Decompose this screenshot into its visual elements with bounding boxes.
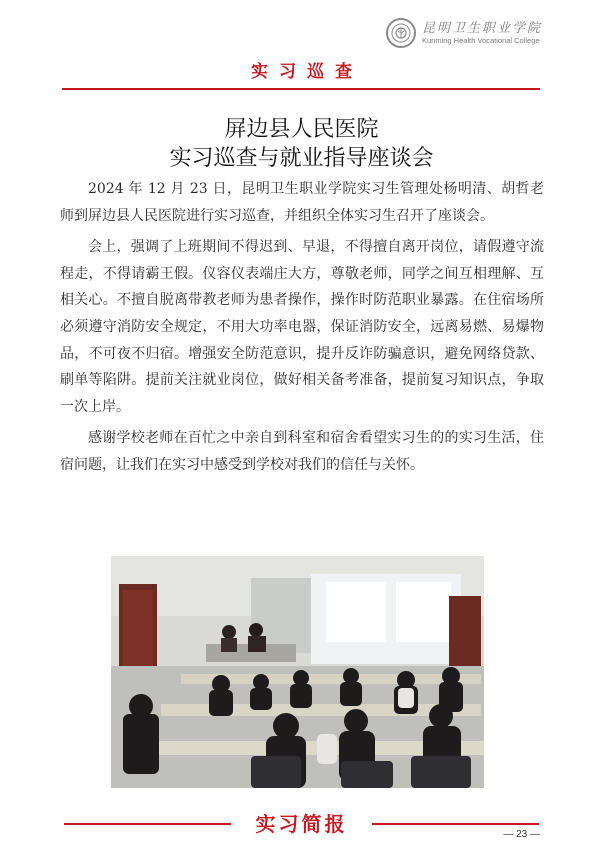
page-number: — 23 — xyxy=(503,829,540,840)
school-emblem-icon xyxy=(386,18,416,48)
meeting-photo xyxy=(111,556,484,788)
school-name-en: Kunming Health Vocational College xyxy=(422,35,540,45)
paragraph-3: 感谢学校老师在百忙之中亲自到科室和宿舍看望实习生的的实习生活，住宿问题，让我们在实习中感受到学校对我们的信任与关怀。 xyxy=(60,430,544,473)
article-title-line-2: 实习巡查与就业指导座谈会 xyxy=(169,146,434,171)
section-title: 实习巡查 xyxy=(251,62,363,82)
school-logo xyxy=(386,18,542,48)
article-title-line-1: 屏边县人民医院 xyxy=(224,117,379,142)
paragraph-1: 2024 年 12 月 23 日，昆明卫生职业学院实习生管理处杨明清、胡哲老师到屏边县人民医院进行实习巡查，并组织全体实习生召开了座谈会。 xyxy=(60,181,544,224)
article-body xyxy=(60,176,544,484)
article-title xyxy=(0,115,603,173)
header-divider xyxy=(62,88,540,90)
publication-title: 实习简报 xyxy=(255,812,348,836)
paragraph-2: 会上，强调了上班期间不得迟到、早退，不得擅自离开岗位，请假遵守流程走，不得请霸王假。仪容仪表端庄大方，尊敬老师，同学之间互相理解、互相关心。不擅自脱离带教老师为患者操作，操作时防范职业暴露。在住宿场所必须遵守消防安全规定，不用大功率电器，保证消防安全，远离易燃、易爆物品，不可夜不归宿。增强安全防范意识，提升反诈防骗意识，避免网络贷款、刷单等陷阱。提前关注就业岗位，做好相关备考准备，提前复习知识点，争取一次上岸。 xyxy=(60,239,544,415)
school-name-cn: 昆明卫生职业学院 xyxy=(422,20,543,36)
footer-divider-right xyxy=(372,823,539,825)
